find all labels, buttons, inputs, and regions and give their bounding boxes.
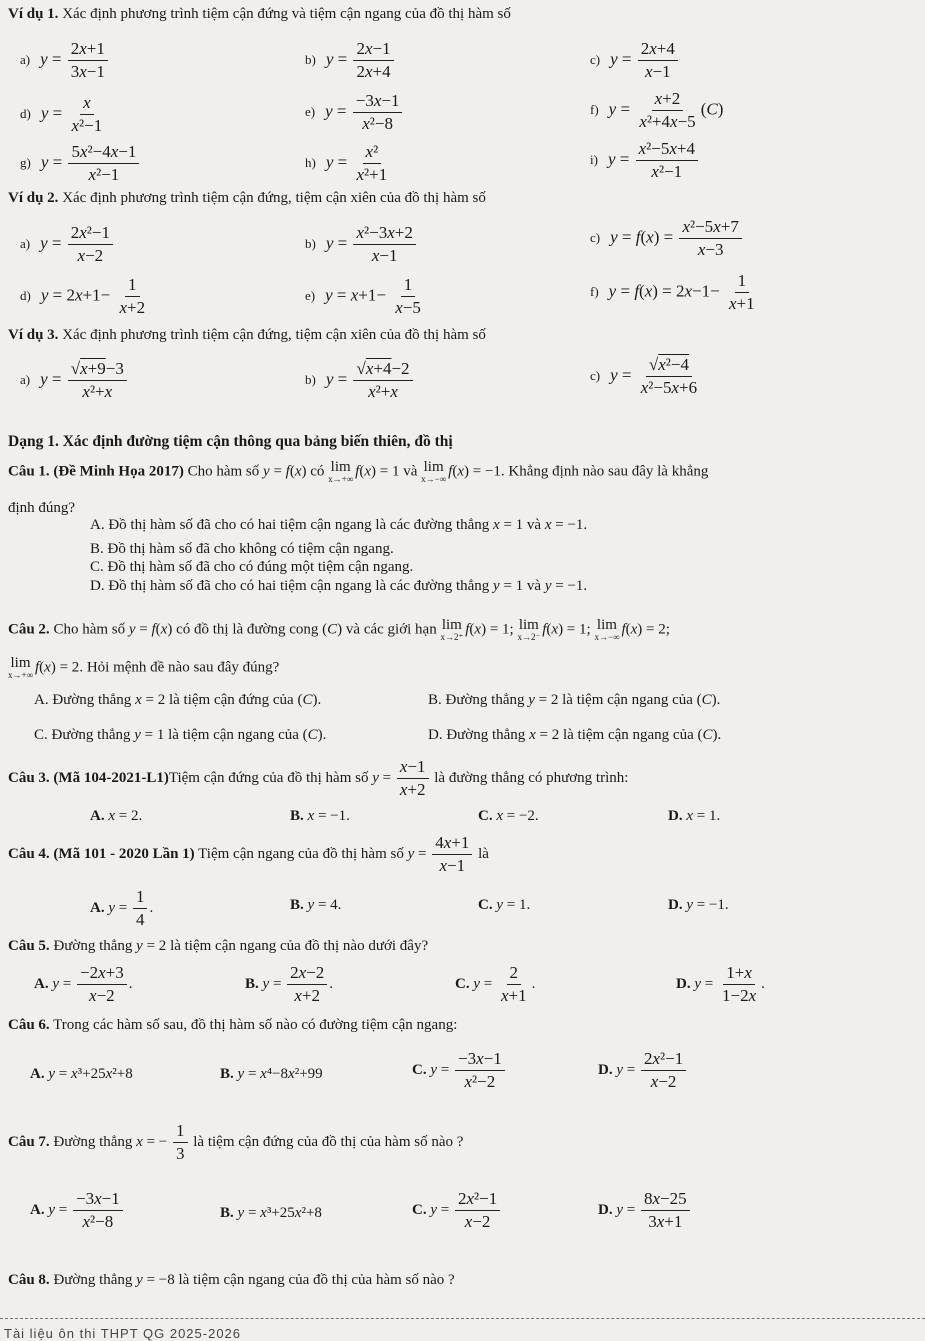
ex1-b: b) y = $\frac{2x-1}{2x+4}$	[305, 40, 396, 81]
q1-option-b[interactable]: B. Đồ thị hàm số đã cho không có tiệm cận ngang.	[90, 541, 394, 557]
question-2: Câu 2. Cho hàm số y = f(x) có đồ thị là đường cong (C) và các giới hạn lim x→2⁺ f(x) = 1; lim x→2⁻ f(x) = 1; lim x→−∞ f(x) = 2;	[8, 617, 670, 642]
q4-a-label: A.	[90, 899, 105, 916]
label-d: d)	[20, 288, 31, 304]
q7-option-c[interactable]: C. y = $\frac{\text{2x²−1}}{x-2}$	[412, 1190, 502, 1231]
q5-option-b[interactable]: B. y = $\frac{2x-2}{x+2}$ .	[245, 963, 334, 1005]
q1-option-c[interactable]: C. Đồ thị hàm số đã cho có đúng một tiệm cận ngang.	[90, 559, 414, 575]
q1-text3: và	[403, 463, 418, 480]
ex1-h: h) y = $\frac{\text{x²}}{\text{x²+1}}$	[305, 142, 388, 184]
ex1-c: c) y = $\frac{2x+4}{x-1}$	[590, 40, 680, 81]
example-1-title: Ví dụ 1.	[8, 6, 59, 22]
q5-text1: Đường thẳng	[53, 938, 133, 954]
q4-text2: là	[478, 845, 489, 862]
q5-option-d[interactable]: D. y = $\frac{1+x}{1-2x}$ .	[676, 963, 765, 1005]
label-b: b)	[305, 236, 316, 252]
ex3-a: a) y = $\frac{√x+9-3}{\text{x²+x}}$	[20, 360, 129, 401]
q5-a-label: A.	[34, 975, 49, 992]
label-h: h)	[305, 155, 316, 171]
q5-option-c[interactable]: C. y = $\frac{2}{x+1}$ .	[455, 963, 536, 1005]
label-g: g)	[20, 155, 31, 171]
ex1-e: e) y = $\frac{-3x-1}{\text{x²−8}}$	[305, 92, 404, 133]
example-3-text: Xác định phương trình tiệm cận đứng, tiệm cận xiên của đồ thị hàm số	[62, 327, 486, 343]
q4-option-c[interactable]: C. y = 1.	[478, 897, 531, 913]
q2-a-text: A. Đường thẳng	[34, 692, 132, 708]
ex2-c: c) y = f(x) = $\frac{\text{x²−5x+7}}{x-3}$	[590, 218, 744, 259]
q4-option-b[interactable]: B. y = 4.	[290, 897, 342, 913]
label-a: a)	[20, 236, 31, 252]
label-b: b)	[305, 52, 316, 68]
q4-head: Câu 4. (Mã 101 - 2020 Lần 1)	[8, 845, 195, 862]
q7-c-label: C.	[412, 1201, 427, 1218]
q5-d-label: D.	[676, 975, 691, 992]
q6-a-label: A.	[30, 1066, 45, 1082]
q3-c-label: C.	[478, 808, 493, 824]
q5-head: Câu 5.	[8, 938, 50, 954]
ex2-b: b) y = $\frac{\text{x²−3x+2}}{x-1}$	[305, 224, 418, 265]
label-i: i)	[590, 152, 598, 168]
q7-option-b[interactable]: B. y = x³+25x²+8	[220, 1205, 322, 1221]
q2-option-c[interactable]: C. Đường thẳng y = 1 là tiệm cận ngang của (C).	[34, 727, 327, 743]
footer-divider	[0, 1318, 925, 1319]
example-2-heading	[8, 190, 486, 207]
q3-option-d[interactable]: D. x = 1.	[668, 808, 721, 824]
q8-text1: Đường thẳng	[53, 1272, 133, 1288]
example-3-title: Ví dụ 3.	[8, 327, 59, 343]
ex2-e: e) y = x+1− $\frac{1}{x-5}$	[305, 275, 421, 317]
example-1-heading	[8, 6, 511, 23]
label-a: a)	[20, 372, 31, 388]
q1-a-text: A. Đồ thị hàm số đã cho có hai tiệm cận ngang là các đường thẳng	[90, 517, 490, 533]
q7-option-d[interactable]: D. y = $\frac{8x-25}{3x+1}$	[598, 1190, 692, 1231]
q2-d-text2: là tiệm cận ngang của	[562, 727, 694, 743]
q2-c-text: C. Đường thẳng	[34, 727, 131, 743]
q3-option-a[interactable]: A. x = 2.	[90, 808, 143, 824]
q3-b-label: B.	[290, 808, 304, 824]
q3-option-b[interactable]: B. x = −1.	[290, 808, 350, 824]
label-f: f)	[590, 102, 599, 118]
q1-text5: định đúng?	[8, 500, 76, 516]
q5-text2: là tiệm cận ngang của đồ thị nào dưới đây?	[170, 938, 429, 954]
question-5: Câu 5. Đường thẳng y = 2 là tiệm cận ngang của đồ thị nào dưới đây?	[8, 938, 429, 954]
q1-d-text: D. Đồ thị hàm số đã cho có hai tiệm cận ngang là các đường thẳng	[90, 578, 490, 594]
q2-option-b[interactable]: B. Đường thẳng y = 2 là tiệm cận ngang của (C).	[428, 692, 721, 708]
q4-d-label: D.	[668, 897, 683, 913]
ex2-f: f) y = f(x) = 2x−1− $\frac{1}{x+1}$	[590, 271, 755, 313]
q7-head: Câu 7.	[8, 1133, 50, 1150]
q2-b-text2: là tiệm cận ngang của	[562, 692, 693, 708]
question-6	[8, 1017, 457, 1034]
example-3-heading	[8, 327, 486, 344]
q4-option-d[interactable]: D. y = −1.	[668, 897, 729, 913]
question-4: Câu 4. (Mã 101 - 2020 Lần 1) Tiệm cận ngang của đồ thị hàm số y = $\frac{4x+1}{x-1}$ là	[8, 833, 489, 875]
q6-option-a[interactable]: A. y = x³+25x²+8	[30, 1066, 133, 1082]
q3-text1: Tiệm cận đứng của đồ thị hàm số	[168, 769, 369, 786]
ex3-b: b) y = $\frac{√x+4-2}{\text{x²+x}}$	[305, 360, 415, 401]
q1-option-d[interactable]: D. Đồ thị hàm số đã cho có hai tiệm cận ngang là các đường thẳng y = 1 và y = −1.	[90, 578, 588, 594]
label-c: c)	[590, 368, 601, 384]
q3-option-c[interactable]: C. x = −2.	[478, 808, 539, 824]
q5-c-label: C.	[455, 975, 470, 992]
q2-option-a[interactable]: A. Đường thẳng x = 2 là tiệm cận đứng của (C).	[34, 692, 322, 708]
q3-d-label: D.	[668, 808, 683, 824]
q1-option-a[interactable]: A. Đồ thị hàm số đã cho có hai tiệm cận ngang là các đường thẳng x = 1 và x = −1.	[90, 517, 588, 533]
q4-c-label: C.	[478, 897, 493, 913]
q2-head: Câu 2.	[8, 621, 50, 638]
q2-b-text: B. Đường thẳng	[428, 692, 525, 708]
q6-option-b[interactable]: B. y = x⁴−8x²+99	[220, 1066, 323, 1082]
section-heading: Dạng 1. Xác định đường tiệm cận thông qua bảng biến thiên, đồ thị	[8, 433, 453, 450]
label-a: a)	[20, 52, 31, 68]
q6-c-label: C.	[412, 1061, 427, 1078]
label-b: b)	[305, 372, 316, 388]
q2-text3: và các giới hạn	[345, 621, 437, 638]
example-2-text: Xác định phương trình tiệm cận đứng, tiệm cận xiên của đồ thị hàm số	[62, 190, 486, 206]
q4-b-label: B.	[290, 897, 304, 913]
footer-text: Tài liệu ôn thi THPT QG 2025-2026	[4, 1326, 242, 1341]
q6-option-c[interactable]: C. y = $\frac{-3x-1}{\text{x²−2}}$	[412, 1050, 507, 1091]
ex1-d: d) y = $\frac{x}{\text{x²−1}}$	[20, 93, 103, 135]
q1-text2: có	[310, 463, 325, 480]
ex1-a: a) y = $\frac{2x+1}{3x-1}$	[20, 40, 110, 81]
question-1: Câu 1. (Đề Minh Họa 2017) Cho hàm số y = f(x) có lim x→+∞ f(x) = 1 và lim x→−∞ f(x) = −1. Khẳng định nào sau đây là khẳng	[8, 459, 709, 484]
q6-text1: Trong các hàm số sau, đồ thị hàm số nào có đường tiệm cận ngang:	[53, 1017, 458, 1033]
q7-b-label: B.	[220, 1205, 234, 1221]
q2-option-d[interactable]: D. Đường thẳng x = 2 là tiệm cận ngang của (C).	[428, 727, 722, 743]
q6-b-label: B.	[220, 1066, 234, 1082]
question-8: Câu 8. Đường thẳng y = −8 là tiệm cận ngang của đồ thị của hàm số nào ?	[8, 1272, 455, 1288]
q4-text1: Tiệm cận ngang của đồ thị hàm số	[198, 845, 404, 862]
q2-text2: có đồ thị là đường cong	[176, 621, 319, 638]
q2-c-text2: là tiệm cận ngang của	[168, 727, 299, 743]
example-2-title: Ví dụ 2.	[8, 190, 59, 206]
q2-d-text: D. Đường thẳng	[428, 727, 526, 743]
label-c: c)	[590, 52, 601, 68]
ex1-g: g) y = $\frac{\text{5x²−4x−1}}{\text{x²−1}}$	[20, 143, 141, 184]
q1-d-and: và	[526, 578, 542, 594]
q5-option-a[interactable]: A. y = $\frac{-2x+3}{x-2}$ .	[34, 963, 133, 1005]
q6-d-label: D.	[598, 1061, 613, 1078]
label-c: c)	[590, 230, 601, 246]
q3-head: Câu 3. (Mã 104-2021-L1)	[8, 769, 169, 786]
q8-text2: là tiệm cận ngang của đồ thị của hàm số nào ?	[178, 1272, 455, 1288]
q1-a-and: và	[526, 517, 542, 533]
question-3: Câu 3. (Mã 104-2021-L1)Tiệm cận đứng của đồ thị hàm số y = $\frac{x-1}{x+2}$ là đường thẳng có phương trình:	[8, 757, 629, 799]
q7-a-label: A.	[30, 1201, 45, 1218]
q2-text4: . Hỏi mệnh đề nào sau đây đúng?	[79, 659, 280, 676]
label-f: f)	[590, 284, 599, 300]
q1-head: Câu 1. (Đề Minh Họa 2017)	[8, 463, 184, 480]
q1-text4: . Khẳng định nào sau đây là khẳng	[500, 463, 709, 480]
q7-option-a[interactable]: A. y = $\frac{-3x-1}{\text{x²−8}}$	[30, 1190, 125, 1231]
q7-text1: Đường thẳng	[53, 1133, 133, 1150]
q2-a-text2: là tiệm cận đứng của	[168, 692, 294, 708]
q8-head: Câu 8.	[8, 1272, 50, 1288]
q5-b-label: B.	[245, 975, 259, 992]
label-d: d)	[20, 106, 31, 122]
q7-text2: là tiệm cận đứng của đồ thị của hàm số nào ?	[193, 1133, 464, 1150]
ex3-c: c) y = $\frac{\text{√x²−4}}{\text{x²−5x+6}}$	[590, 355, 698, 397]
ex2-d: d) y = 2x+1− $\frac{1}{x+2}$	[20, 275, 146, 317]
label-e: e)	[305, 288, 316, 304]
q1-text1: Cho hàm số	[187, 463, 260, 480]
label-e: e)	[305, 104, 316, 120]
q2-line2: lim x→+∞ f(x) = 2. Hỏi mệnh đề nào sau đây đúng?	[8, 655, 280, 680]
example-1-text: Xác định phương trình tiệm cận đứng và tiệm cận ngang của đồ thị hàm số	[62, 6, 511, 22]
q3-text2: là đường thẳng có phương trình:	[434, 769, 629, 786]
ex1-i: i) y = $\frac{\text{x²−5x+4}}{\text{x²−1}}$	[590, 140, 700, 181]
q4-option-a[interactable]: A. y = $\frac{1}{4}$ .	[90, 887, 154, 929]
q2-text1: Cho hàm số	[53, 621, 126, 638]
question-7: Câu 7. Đường thẳng x = − $\frac{1}{3}$ là tiệm cận đứng của đồ thị của hàm số nào ?	[8, 1121, 464, 1163]
q6-option-d[interactable]: D. y = $\frac{\text{2x²−1}}{x-2}$	[598, 1050, 688, 1091]
q3-a-label: A.	[90, 808, 105, 824]
ex2-a: a) y = $\frac{\text{2x²−1}}{x-2}$	[20, 224, 115, 265]
q7-d-label: D.	[598, 1201, 613, 1218]
q6-head: Câu 6.	[8, 1017, 50, 1033]
ex1-f: f) y = $\frac{x+2}{\text{x²+4x−5}}$ (C)	[590, 89, 724, 131]
